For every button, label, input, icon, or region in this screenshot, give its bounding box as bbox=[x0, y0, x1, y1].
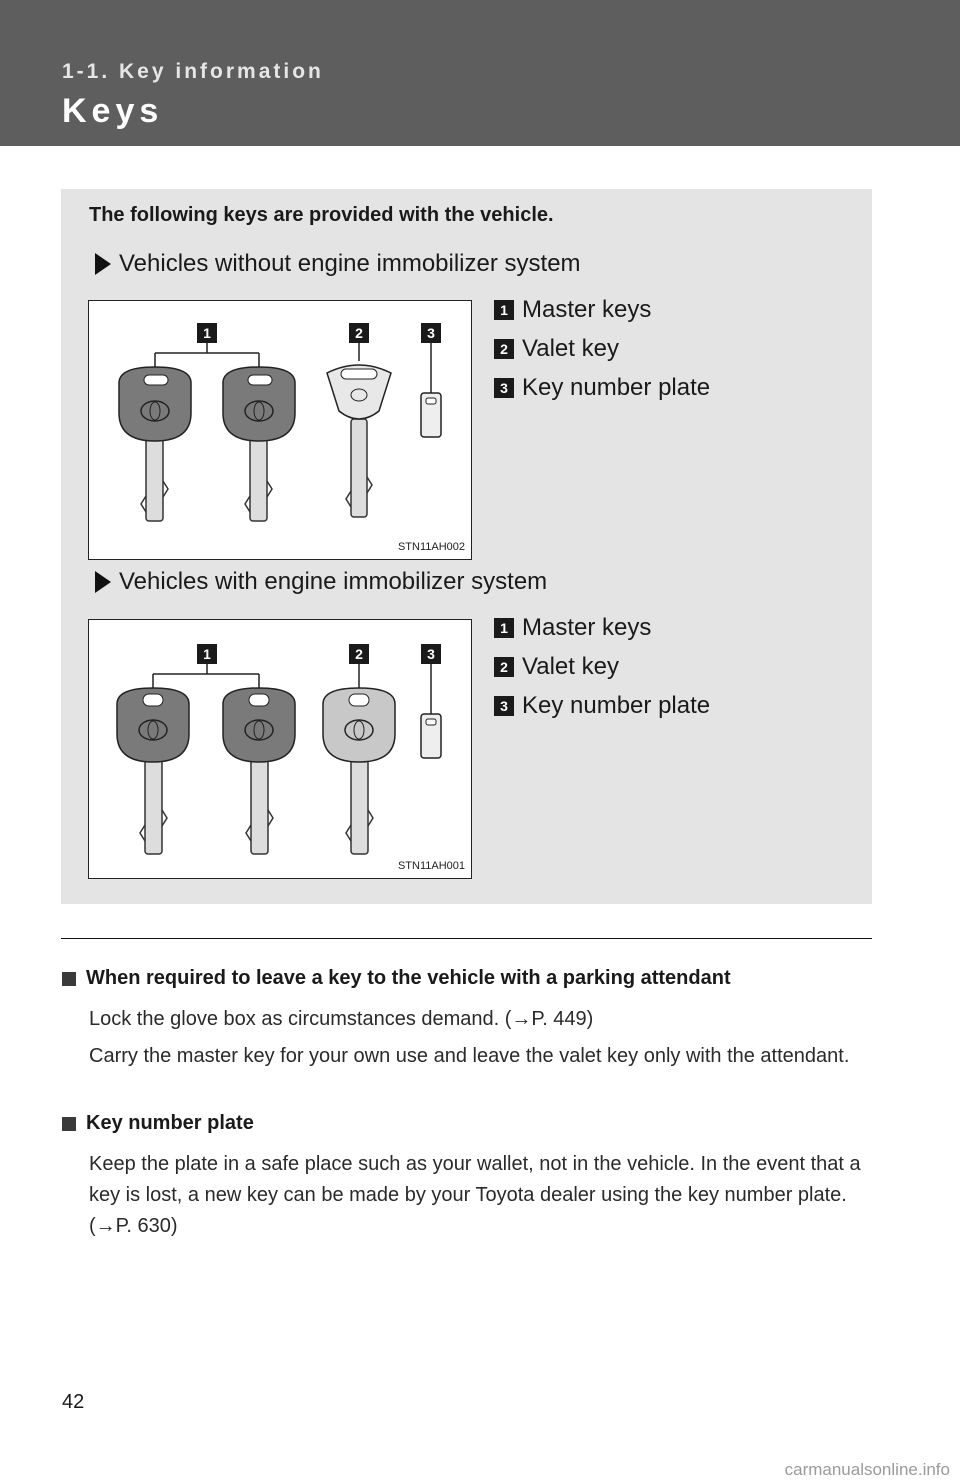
variant-title-without-immobilizer bbox=[89, 250, 581, 278]
section-divider bbox=[61, 938, 872, 939]
legend-number: 1 bbox=[494, 618, 514, 638]
arrow-right-icon bbox=[95, 253, 111, 275]
keys-illustration bbox=[89, 301, 473, 561]
legend-label: Key number plate bbox=[522, 373, 711, 401]
svg-text:1: 1 bbox=[203, 646, 211, 662]
keys-illustration bbox=[89, 620, 473, 880]
figure-id: STN11AH002 bbox=[397, 541, 465, 553]
note-paragraph: Lock the glove box as circumstances demand. (→P. 449) bbox=[89, 1008, 594, 1030]
legend-number: 2 bbox=[494, 339, 514, 359]
figure-keys-without-immobilizer bbox=[88, 300, 472, 560]
legend-label: Valet key bbox=[522, 652, 619, 680]
svg-text:1: 1 bbox=[203, 325, 211, 341]
variant-title-with-immobilizer bbox=[89, 568, 547, 596]
note-parking-attendant bbox=[62, 967, 872, 1078]
watermark: carmanualsonline.info bbox=[784, 1460, 950, 1479]
svg-text:3: 3 bbox=[427, 325, 435, 341]
key-number-plate-icon bbox=[421, 714, 441, 758]
variant-title-text: Vehicles with engine immobilizer system bbox=[119, 568, 548, 595]
legend-number: 3 bbox=[494, 378, 514, 398]
legend-item bbox=[494, 686, 710, 725]
arrow-right-icon bbox=[95, 571, 111, 593]
square-bullet-icon bbox=[62, 1117, 76, 1131]
callout-number-1 bbox=[197, 323, 217, 343]
variant-title-text: Vehicles without engine immobilizer system bbox=[119, 250, 581, 277]
legend-number: 2 bbox=[494, 657, 514, 677]
callout-number-1 bbox=[197, 644, 217, 664]
master-key-icon bbox=[117, 688, 189, 854]
note-heading bbox=[62, 1112, 872, 1135]
legend-number: 3 bbox=[494, 696, 514, 716]
note-body bbox=[89, 1149, 872, 1242]
note-key-number-plate bbox=[62, 1112, 872, 1248]
master-key-icon bbox=[223, 367, 295, 521]
legend-number: 1 bbox=[494, 300, 514, 320]
legend-without-immobilizer bbox=[494, 290, 710, 407]
legend-item bbox=[494, 608, 710, 647]
legend-item bbox=[494, 368, 710, 407]
legend-item bbox=[494, 290, 710, 329]
callout-number-2 bbox=[349, 644, 369, 664]
legend-item bbox=[494, 647, 710, 686]
square-bullet-icon bbox=[62, 972, 76, 986]
svg-text:2: 2 bbox=[355, 325, 363, 341]
legend-item bbox=[494, 329, 710, 368]
header-band bbox=[0, 0, 960, 146]
master-key-icon bbox=[119, 367, 191, 521]
legend-label: Master keys bbox=[522, 613, 652, 641]
callout-number-3 bbox=[421, 323, 441, 343]
figure-keys-with-immobilizer bbox=[88, 619, 472, 879]
key-number-plate-icon bbox=[421, 393, 441, 437]
section-label: 1-1. Key information bbox=[62, 60, 324, 83]
legend-label: Valet key bbox=[522, 334, 619, 362]
note-paragraph: Carry the master key for your own use and leave the valet key only with the attendant. bbox=[89, 1045, 850, 1067]
svg-text:2: 2 bbox=[355, 646, 363, 662]
note-heading-text: When required to leave a key to the vehicle with a parking attendant bbox=[86, 967, 731, 989]
svg-text:3: 3 bbox=[427, 646, 435, 662]
page-title: Keys bbox=[62, 92, 164, 130]
panel-intro: The following keys are provided with the vehicle. bbox=[89, 204, 554, 226]
legend-label: Master keys bbox=[522, 295, 652, 323]
figure-id: STN11AH001 bbox=[397, 860, 465, 872]
master-key-icon bbox=[223, 688, 295, 854]
legend-label: Key number plate bbox=[522, 691, 711, 719]
legend-with-immobilizer bbox=[494, 608, 710, 725]
valet-key-icon bbox=[323, 688, 395, 854]
callout-number-2 bbox=[349, 323, 369, 343]
callout-number-3 bbox=[421, 644, 441, 664]
page-number: 42 bbox=[62, 1391, 85, 1413]
note-paragraph: Keep the plate in a safe place such as your wallet, not in the vehicle. In the event that a key is lost, a new key can be made by your Toyota dealer using the key number plate. (→P. 630) bbox=[89, 1153, 861, 1237]
note-body bbox=[89, 1004, 872, 1072]
note-heading bbox=[62, 967, 872, 990]
valet-key-icon bbox=[327, 365, 391, 517]
note-heading-text: Key number plate bbox=[86, 1112, 254, 1134]
